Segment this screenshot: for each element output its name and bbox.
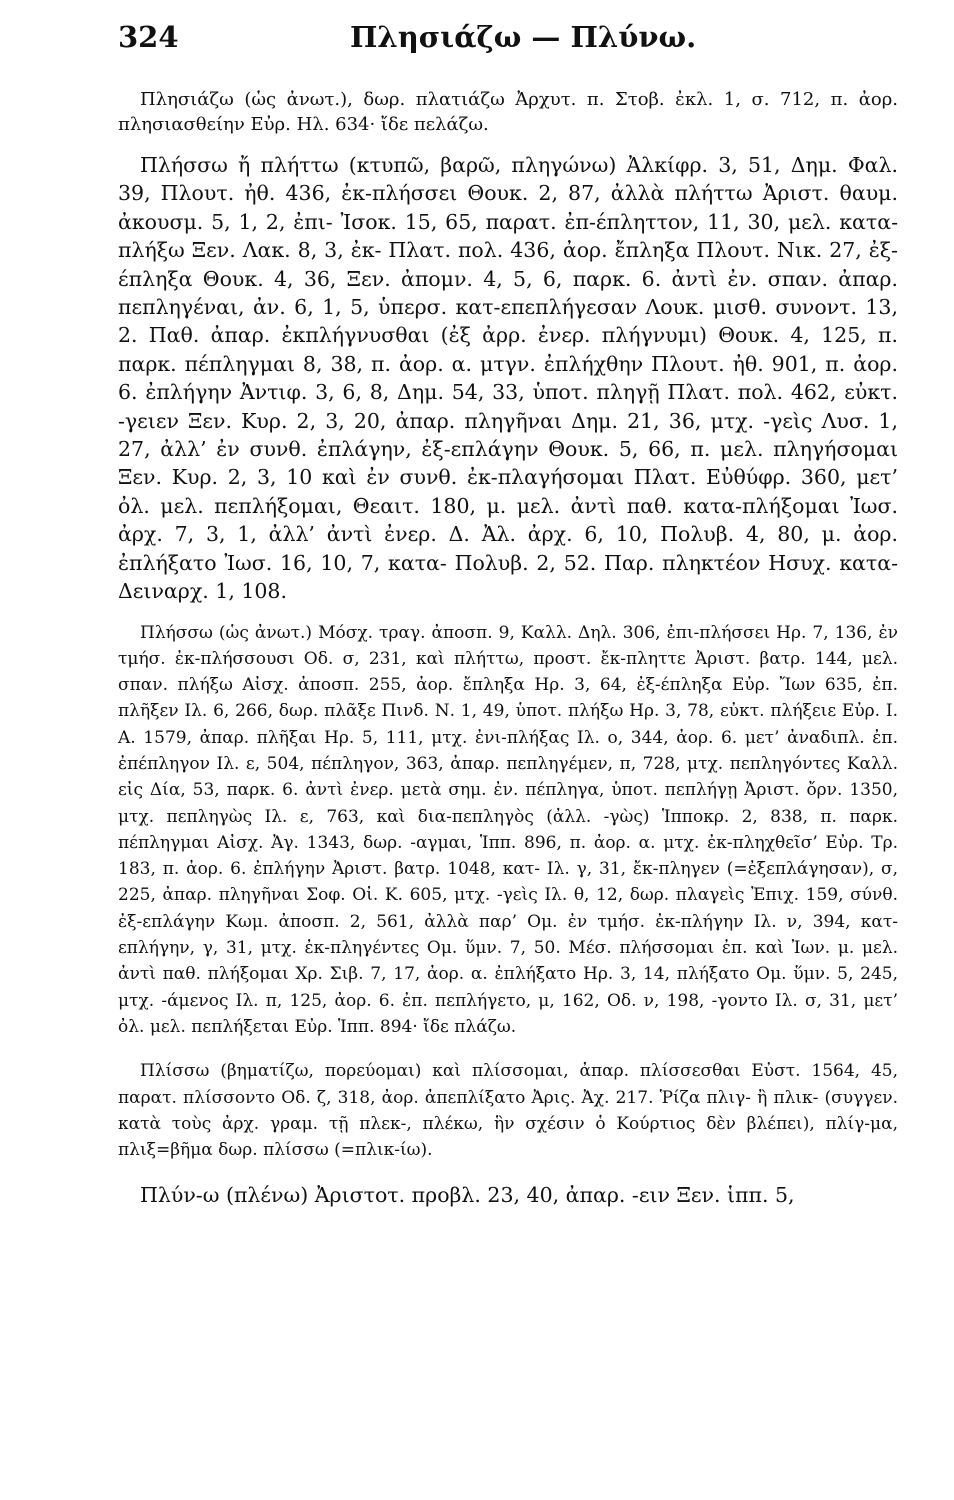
entry-text: Πλύν-ω (πλένω) Ἀριστοτ. προβλ. 23, 40, ἀπαρ. -ειν Ξεν. ἱππ. 5, [140, 1183, 795, 1208]
dictionary-page [118, 20, 898, 1224]
entry-plesso-poetic [118, 620, 898, 1041]
page-number: 324 [118, 20, 179, 54]
entry-plyno [118, 1181, 898, 1209]
entry-plesso-prose [118, 151, 898, 606]
running-title: Πλησιάζω — Πλύνω. [350, 20, 697, 54]
entry-text: Πλήσσω ἤ πλήττω (κτυπῶ, βαρῶ, πληγώνω) Ἀλκίφρ. 3, 51, Δημ. Φαλ. 39, Πλουτ. ἠθ. 436, ἐκ-πλήσσει Θουκ. 2, 87, ἀλλὰ πλήττω Ἀριστ. θαυμ. ἀκουσμ. 5, 1, 2, ἐπι- Ἰσοκ. 15, 65, παρατ. ἐπ-έπληττον, 11, 30, μελ. κατα-πλήξω Ξεν. Λακ. 8, 3, ἐκ- Πλατ. πολ. 436, ἀορ. ἔπληξα Πλουτ. Νικ. 27, ἐξ-έπληξα Θουκ. 4, 36, Ξεν. ἀπομν. 4, 5, 6, παρκ. 6. ἀντὶ ἐν. σπαν. ἀπαρ. πεπληγέναι, ἀν. 6, 1, 5, ὑπερσ. κατ-επεπλήγεσαν Λουκ. μισθ. συνοντ. 13, 2. Παθ. ἀπαρ. ἐκπλήγνυσθαι (ἐξ ἀρρ. ἐνερ. πλήγνυμι) Θουκ. 4, 125, π. παρκ. πέπληγμαι 8, 38, π. ἀορ. α. μτγν. ἐπλήχθην Πλουτ. ἠθ. 901, π. ἀορ. 6. ἐπλήγην Ἀντιφ. 3, 6, 8, Δημ. 54, 33, ὑποτ. πληγῇ Πλατ. πολ. 462, εὐκτ. -γειεν Ξεν. Κυρ. 2, 3, 20, ἀπαρ. πληγῆναι Δημ. 21, 36, μτχ. -γεὶς Λυσ. 1, 27, ἀλλ’ ἐν συνθ. ἐπλάγην, ἐξ-επλάγην Θουκ. 5, 66, π. μελ. πληγήσομαι Ξεν. Κυρ. 2, 3, 10 καὶ ἐν συνθ. ἐκ-πλαγήσομαι Πλατ. Εὐθύφρ. 360, μετ’ ὀλ. μελ. πεπλήξομαι, Θεαιτ. 180, μ. μελ. ἀντὶ παθ. κατα-πλήξομαι Ἰωσ. ἀρχ. 7, 3, 1, ἀλλ’ ἀντὶ ἐνερ. Δ. Ἀλ. ἀρχ. 6, 10, Πολυβ. 4, 80, μ. ἀορ. ἐπλήξατο Ἰωσ. 16, 10, 7, κατα- Πολυβ. 2, 52. Παρ. πληκτέον Ησυχ. κατα- Δειναρχ. 1, 108. [118, 153, 898, 604]
page-header [118, 20, 898, 64]
entry-text: Πλήσσω (ὡς ἀνωτ.) Μόσχ. τραγ. ἀποσπ. 9, Καλλ. Δηλ. 306, ἐπι-πλήσσει Ηρ. 7, 136, ἐν τμήσ. ἐκ-πλήσσουσι Οδ. σ, 231, καὶ πλήττω, προστ. ἔκ-πληττε Ἀριστ. βατρ. 144, μελ. σπαν. πλήξω Αἰσχ. ἀποσπ. 255, ἀορ. ἔπληξα Ηρ. 3, 64, ἐξ-έπληξα Εὐρ. Ἴων 635, ἐπ. πλῆξεν Ιλ. 6, 266, δωρ. πλᾶξε Πινδ. Ν. 1, 49, ὑποτ. πλήξω Ηρ. 3, 78, εὐκτ. πλήξειε Εὐρ. Ι. Α. 1579, ἀπαρ. πλῆξαι Ηρ. 5, 111, μτχ. ἐνι-πλήξας Ιλ. ο, 344, ἀορ. 6. μετ’ ἀναδιπλ. ἐπ. ἐπέπληγον Ιλ. ε, 504, πέπληγον, 363, ἀπαρ. πεπληγέμεν, π, 728, μτχ. πεπληγόντες Καλλ. εἰς Δία, 53, παρκ. 6. ἀντὶ ἐνερ. μετὰ σημ. ἐν. πέπληγα, ὑποτ. πεπλήγῃ Ἀριστ. ὄρν. 1350, μτχ. πεπληγὼς Ιλ. ε, 763, καὶ δια-πεπληγὸς (ἀλλ. -γὼς) Ἱπποκρ. 2, 838, π. παρκ. πέπληγμαι Αἰσχ. Ἀγ. 1343, δωρ. -αγμαι, Ἱππ. 896, π. ἀορ. α. μτχ. ἐκ-πληχθεῖσ’ Εὐρ. Τρ. 183, π. ἀορ. 6. ἐπλήγην Ἀριστ. βατρ. 1048, κατ- Ιλ. γ, 31, ἔκ-πληγεν (=ἐξεπλάγησαν), σ, 225, ἀπαρ. πληγῆναι Σοφ. Οἰ. Κ. 605, μτχ. -γεὶς Ιλ. θ, 12, δωρ. πλαγεὶς Ἐπιχ. 159, σύνθ. ἐξ-επλάγην Κωμ. ἀποσπ. 2, 561, ἀλλὰ παρ’ Ομ. ἐν τμήσ. ἐκ-πλήγην Ιλ. ν, 394, κατ-επλήγην, γ, 31, μτχ. ἐκ-πληγέντες Ομ. ὕμν. 7, 50. Μέσ. πλήσσομαι ἐπ. καὶ Ἰων. μ. μελ. ἀντὶ παθ. πλήξομαι Χρ. Σιβ. 7, 17, ἀορ. α. ἐπλήξατο Ηρ. 3, 14, πλήξατο Ομ. ὕμν. 5, 245, μτχ. -άμενος Ιλ. π, 125, ἀορ. 6. ἐπ. πεπλήγετο, μ, 162, Οδ. ν, 198, -γοντο Ιλ. σ, 31, μετ’ ὀλ. μελ. πεπλήξεται Εὐρ. Ἱππ. 894· ἴδε πλάζω. [118, 622, 898, 1037]
entry-plesiazo [118, 88, 898, 137]
entry-text: Πλησιάζω (ὡς ἀνωτ.), δωρ. πλατιάζω Ἀρχυτ. π. Στοβ. ἐκλ. 1, σ. 712, π. ἀορ. πλησιασθείην Εὐρ. Ηλ. 634· ἴδε πελάζω. [118, 89, 898, 135]
entry-text: Πλίσσω (βηματίζω, πορεύομαι) καὶ πλίσσομαι, ἀπαρ. πλίσσεσθαι Εὐστ. 1564, 45, παρατ. πλίσσοντο Οδ. ζ, 318, ἀορ. ἀπεπλίξατο Ἀρις. Ἀχ. 217. Ῥίζα πλιγ- ἢ πλικ- (συγγεν. κατὰ τοὺς ἀρχ. γραμ. τῇ πλεκ-, πλέκω, ἣν σχέσιν ὁ Κούρτιος δὲν βλέπει), πλίγ-μα, πλιξ=βῆμα δωρ. πλίσσω (=πλικ-ίω). [118, 1061, 898, 1161]
entry-plisso [118, 1058, 898, 1163]
